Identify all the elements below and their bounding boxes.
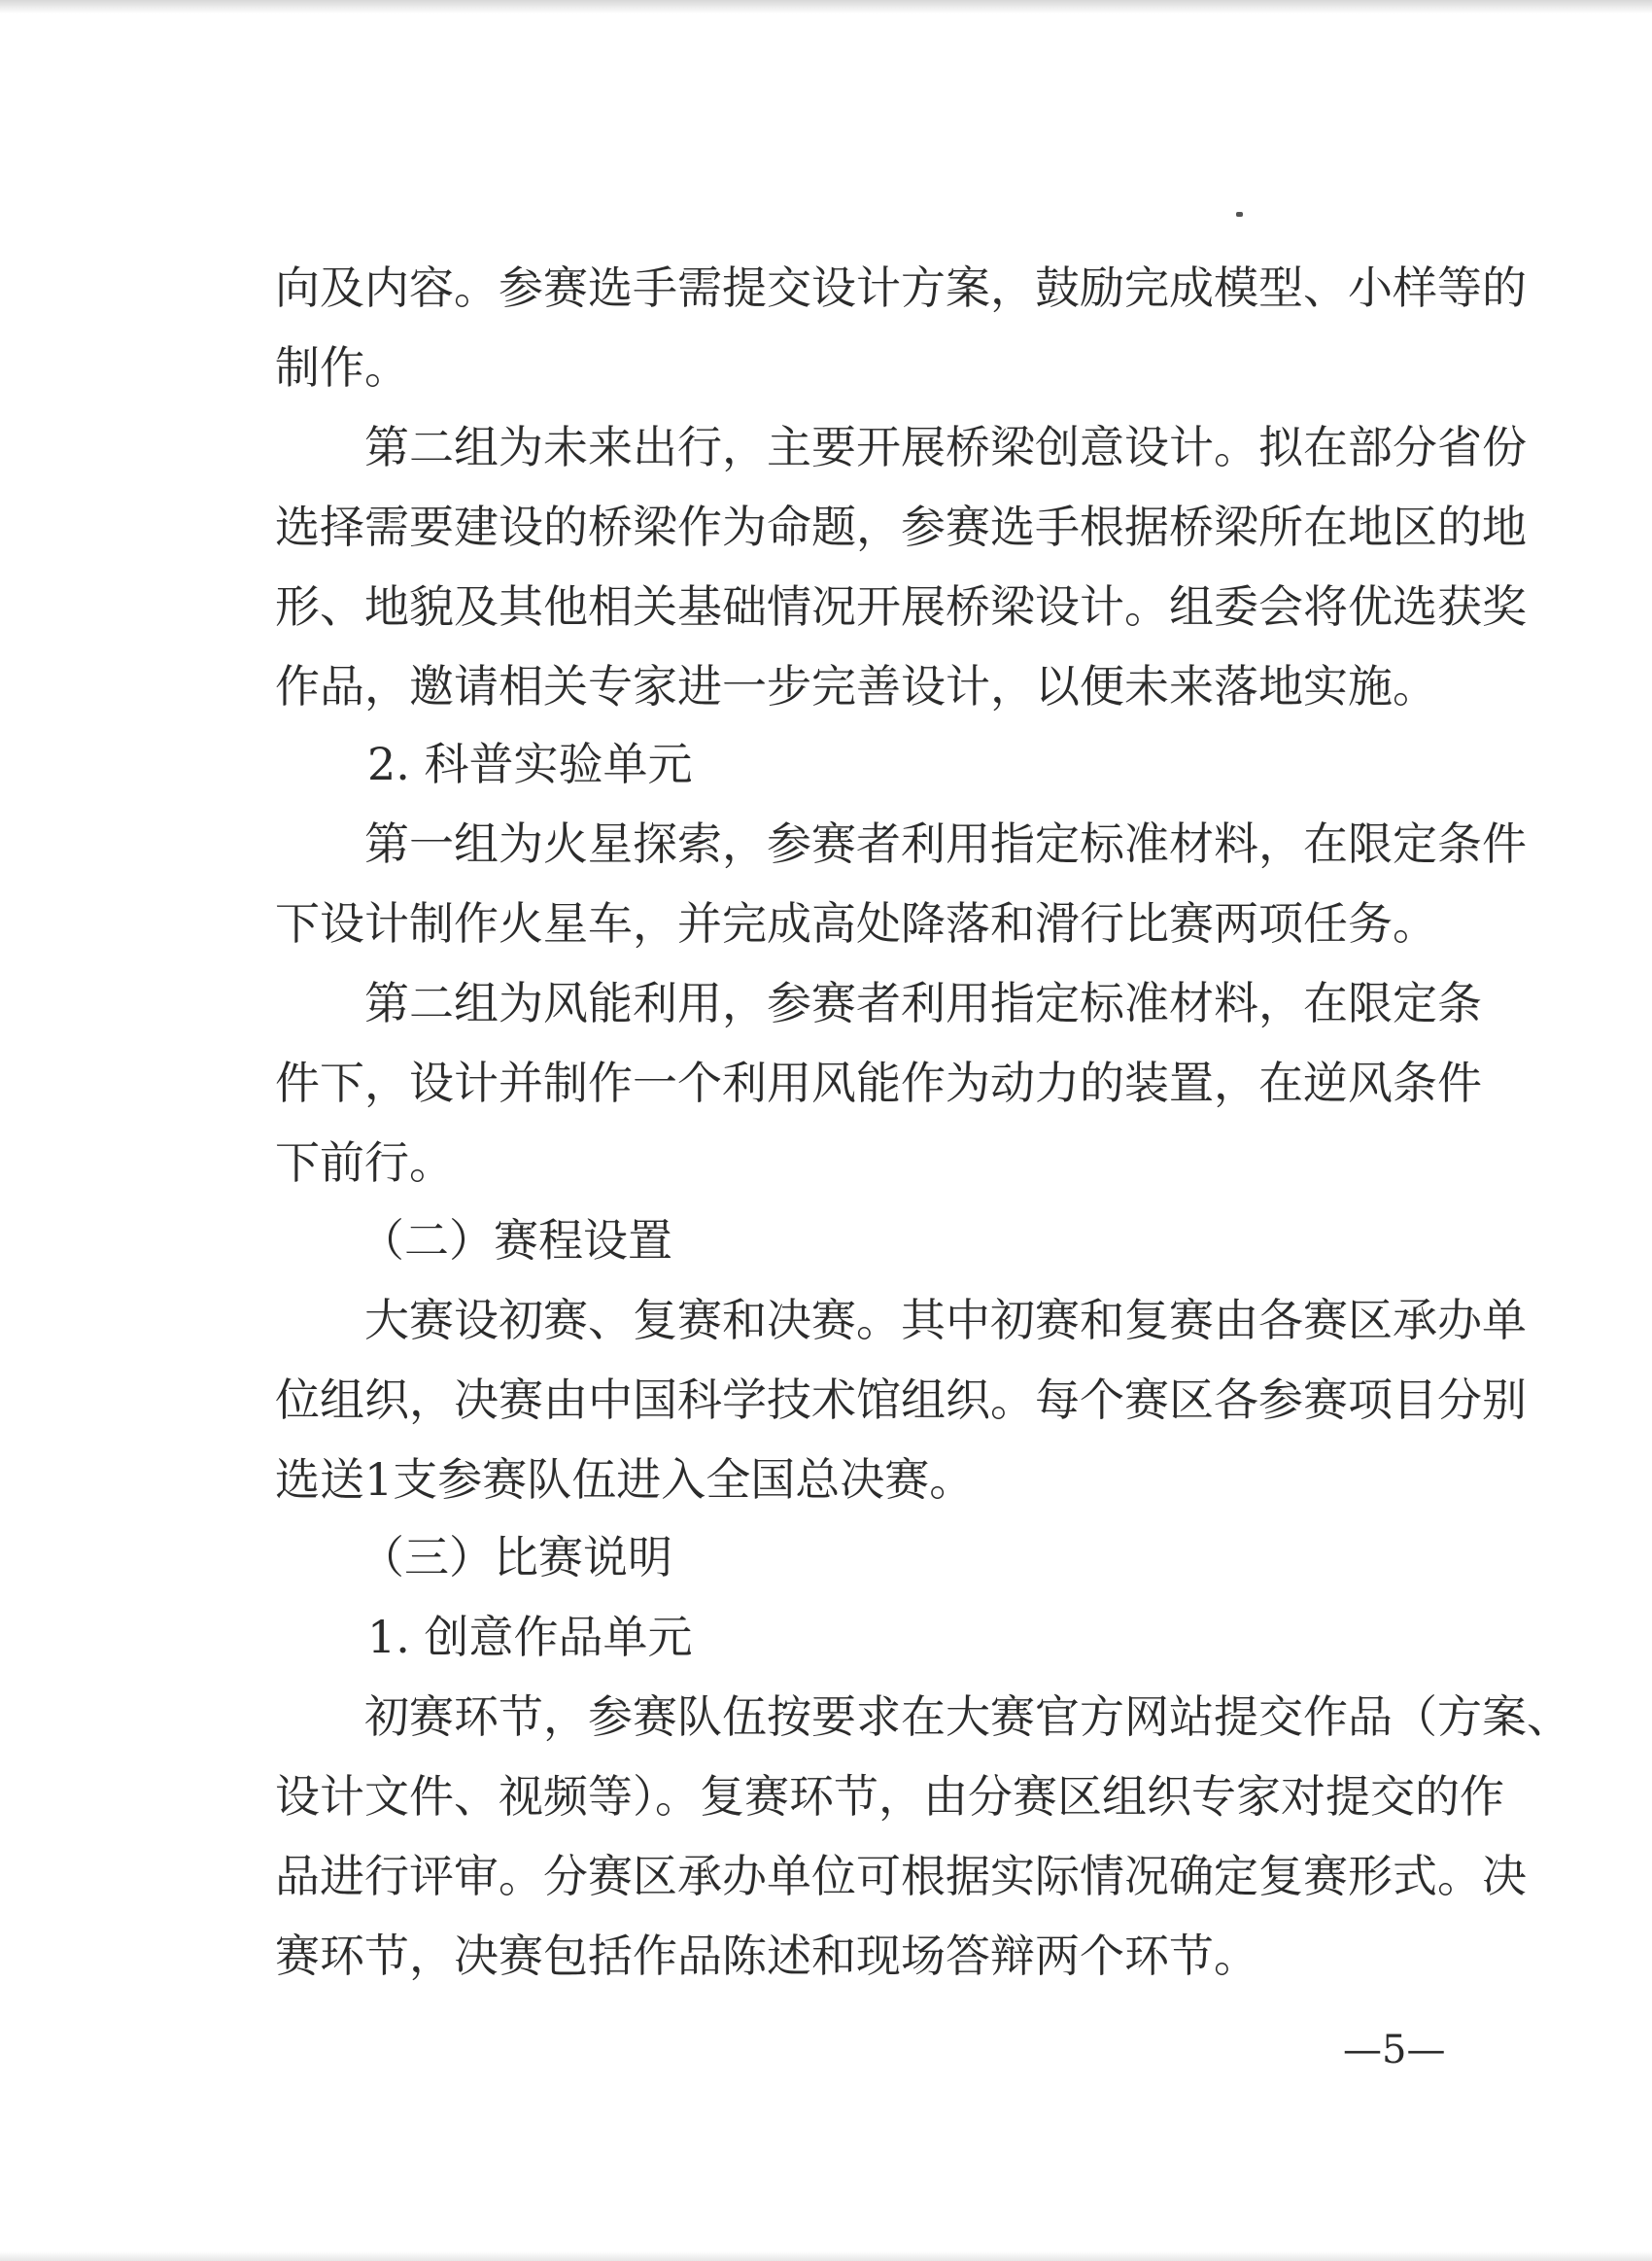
body-line: 制作。 (275, 341, 409, 394)
body-line: 初赛环节，参赛队伍按要求在大赛官方网站提交作品（方案、 (364, 1690, 1571, 1743)
body-line: 品进行评审。分赛区承办单位可根据实际情况确定复赛形式。决 (275, 1850, 1527, 1902)
body-line: 向及内容。参赛选手需提交设计方案，鼓励完成模型、小样等的 (275, 261, 1527, 314)
body-line: 选送1支参赛队伍进入全国总决赛。 (275, 1453, 975, 1506)
scan-speck (1236, 212, 1243, 217)
section-heading: （三）比赛说明 (360, 1531, 672, 1583)
section-heading: 1. 创意作品单元 (367, 1611, 693, 1663)
body-line: 位组织，决赛由中国科学技术馆组织。每个赛区各参赛项目分别 (275, 1374, 1527, 1426)
scan-top-edge (0, 0, 1652, 14)
section-heading: （二）赛程设置 (360, 1214, 672, 1267)
body-line: 形、地貌及其他相关基础情况开展桥梁设计。组委会将优选获奖 (275, 580, 1527, 633)
body-line: 下设计制作火星车，并完成高处降落和滑行比赛两项任务。 (275, 897, 1437, 950)
body-line: 下前行。 (275, 1136, 454, 1189)
page-number: —5— (1343, 2028, 1446, 2072)
body-line: 设计文件、视频等）。复赛环节，由分赛区组织专家对提交的作 (275, 1770, 1504, 1823)
body-line: 作品，邀请相关专家进一步完善设计，以便未来落地实施。 (275, 660, 1437, 713)
scan-bottom-edge (0, 2251, 1652, 2261)
body-line: 第一组为火星探索，参赛者利用指定标准材料，在限定条件 (364, 817, 1527, 870)
body-line: 第二组为未来出行，主要开展桥梁创意设计。拟在部分省份 (364, 421, 1527, 473)
body-line: 件下，设计并制作一个利用风能作为动力的装置，在逆风条件 (275, 1057, 1482, 1109)
section-heading: 2. 科普实验单元 (367, 738, 693, 790)
body-line: 选择需要建设的桥梁作为命题，参赛选手根据桥梁所在地区的地 (275, 501, 1527, 553)
body-line: 第二组为风能利用，参赛者利用指定标准材料，在限定条 (364, 977, 1482, 1029)
body-line: 大赛设初赛、复赛和决赛。其中初赛和复赛由各赛区承办单 (364, 1294, 1527, 1346)
body-line: 赛环节，决赛包括作品陈述和现场答辩两个环节。 (275, 1930, 1258, 1982)
